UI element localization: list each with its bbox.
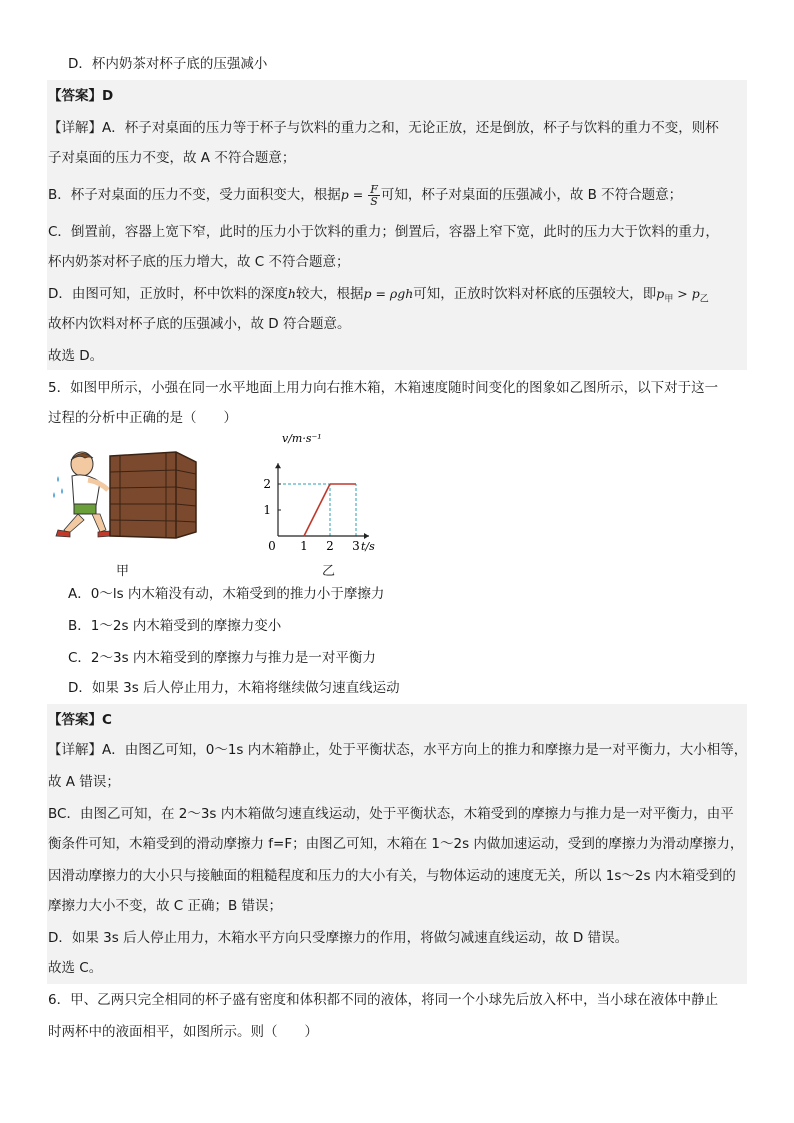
x-tick-label-1: 1 xyxy=(300,539,308,553)
inequality-sub1: 甲 xyxy=(664,294,674,305)
depth-h: h xyxy=(287,286,296,301)
x-axis-label: t/s xyxy=(361,540,375,553)
formula-fraction xyxy=(368,184,380,207)
q5-stem-1: 5．如图甲所示，小强在同一水平地面上用力向右推木箱，木箱速度随时间变化的图象如乙图所示，以下对于这一 xyxy=(48,380,719,396)
y-axis-label: v/m·s⁻¹ xyxy=(282,432,322,445)
q4-answer: 【答案】D xyxy=(48,88,114,104)
q5-choose: 故选 C。 xyxy=(48,960,103,976)
q4-option-d: D．杯内奶茶对杯子底的压强减小 xyxy=(68,56,268,72)
fraction-numerator: F xyxy=(370,182,378,196)
figure-a-caption: 甲 xyxy=(116,564,130,579)
q4-detail-a-2: 子对桌面的压力不变，故 A 不符合题意； xyxy=(48,150,296,166)
q5-option-a: A．0～ls 内木箱没有动，木箱受到的推力小于摩擦力 xyxy=(68,586,385,602)
q4-detail-d-mid2: 可知，正放时饮料对杯底的压强较大，即 xyxy=(413,286,657,302)
inequality-gt: > p xyxy=(673,286,700,301)
q5-option-c: C．2～3s 内木箱受到的摩擦力与推力是一对平衡力 xyxy=(68,650,376,666)
q6-stem-2: 时两杯中的液面相平，如图所示。则（ ） xyxy=(48,1024,318,1040)
x-tick-label-3: 3 xyxy=(352,539,360,553)
q4-detail-b-post: 可知，杯子对桌面的压强减小，故 B 不符合题意； xyxy=(380,187,683,203)
q5-detail-bc-2: 衡条件可知，木箱受到的滑动摩擦力 f=F；由图乙可知，木箱在 1～2s 内做加速运动，受到的摩擦力为滑动摩擦力， xyxy=(48,836,744,852)
q4-choose: 故选 D。 xyxy=(48,348,104,364)
formula-p: p xyxy=(340,187,349,202)
q5-detail-d: D．如果 3s 后人停止用力，木箱水平方向只受摩擦力的作用，将做匀减速直线运动，故 D 错误。 xyxy=(48,930,629,946)
q4-detail-c-2: 杯内奶茶对杯子底的压力增大，故 C 不符合题意； xyxy=(48,254,350,270)
q4-detail-b-pre: B．杯子对桌面的压力不变，受力面积变大，根据 xyxy=(48,187,341,203)
q5-detail-bc-1: BC．由图乙可知，在 2～3s 内木箱做匀速直线运动，处于平衡状态，木箱受到的摩擦力与推力是一对平衡力，由平 xyxy=(48,806,734,822)
q4-detail-c-1: C．倒置前，容器上宽下窄，此时的压力小于饮料的重力；倒置后，容器上窄下宽，此时的压力大于饮料的重力， xyxy=(48,224,719,240)
q5-detail-bc-3: 因滑动摩擦力的大小只与接触面的粗糙程度和压力的大小有关，与物体运动的速度无关，所以 1s～2s 内木箱受到的 xyxy=(48,868,736,884)
velocity-time-chart xyxy=(262,430,396,554)
y-tick-label-1: 1 xyxy=(263,503,271,517)
q4-detail-d-1 xyxy=(48,284,709,304)
inequality-sub2: 乙 xyxy=(699,294,709,305)
q5-option-b: B．1～2s 内木箱受到的摩擦力变小 xyxy=(68,618,282,634)
velocity-segment-0 xyxy=(304,484,330,536)
inequality-p1: p xyxy=(656,286,665,301)
q5-stem-2: 过程的分析中正确的是（ ） xyxy=(48,410,237,426)
q4-detail-b xyxy=(48,182,682,208)
q5-detail-a-1: 【详解】A．由图乙可知，0～1s 内木箱静止，处于平衡状态，水平方向上的推力和摩擦力是一对平衡力，大小相等， xyxy=(48,742,748,758)
q4-detail-d-pre: D．由图可知，正放时，杯中饮料的深度 xyxy=(48,286,288,302)
q5-detail-a-2: 故 A 错误； xyxy=(48,774,120,790)
q5-option-d: D．如果 3s 后人停止用力，木箱将继续做匀速直线运动 xyxy=(68,680,400,696)
figure-boy-pushing-crate xyxy=(48,446,200,542)
x-axis-arrow xyxy=(364,533,369,539)
q4-detail-d-mid: 较大，根据 xyxy=(295,286,364,302)
fraction-denominator: S xyxy=(370,194,378,208)
y-tick-label-2: 2 xyxy=(263,477,271,491)
y-axis-arrow xyxy=(275,463,281,468)
q4-detail-d-2: 故杯内饮料对杯子底的压强减小，故 D 符合题意。 xyxy=(48,316,351,332)
q5-answer: 【答案】C xyxy=(48,712,112,728)
q6-stem-1: 6．甲、乙两只完全相同的杯子盛有密度和体积都不同的液体，将同一个小球先后放入杯中，当小球在液体中静止 xyxy=(48,992,719,1008)
q4-detail-a-1: 【详解】A．杯子对桌面的压力等于杯子与饮料的重力之和，无论正放，还是倒放，杯子与饮料的重力不变，则杯 xyxy=(48,120,719,136)
x-tick-label-0: 0 xyxy=(268,539,276,553)
formula-pressure: p = ρgh xyxy=(363,286,414,301)
x-tick-label-2: 2 xyxy=(326,539,334,553)
q5-detail-bc-4: 摩擦力大小不变，故 C 正确；B 错误； xyxy=(48,898,283,914)
formula-eq: = xyxy=(348,187,368,202)
figure-b-caption: 乙 xyxy=(322,564,336,579)
